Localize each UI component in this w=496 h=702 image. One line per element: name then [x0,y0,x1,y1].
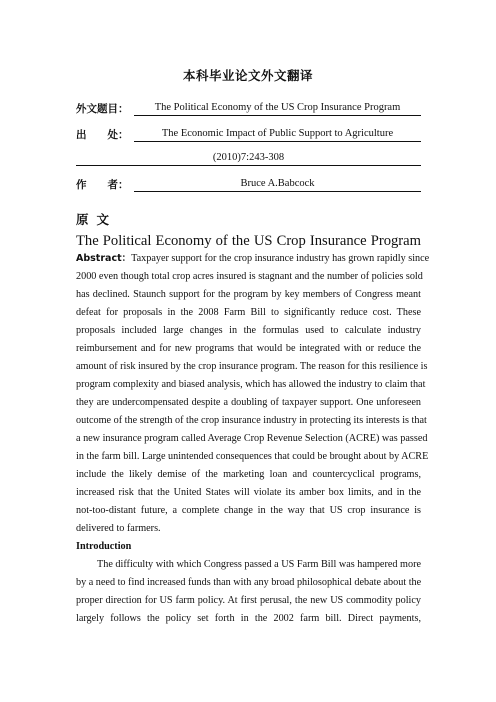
introduction-heading: Introduction [76,541,132,552]
article-title: The Political Economy of the US Crop Insurance Program [76,233,421,249]
abstract-line: increased risk that the United States will violate its amber box limits, and in the [76,487,421,498]
abstract-line: reimbursement and for new programs that would be integrated with or reduce the [76,343,421,354]
author-row [76,177,421,193]
source-value-continuation: (2010)7:243-308 [76,151,421,166]
abstract-line: they are undercompensated despite a doubling of taxpayer support. One unforeseen [76,397,421,408]
abstract-line-text: Taxpayer support for the crop insurance industry has grown rapidly since [131,253,430,264]
abstract-line: in the farm bill. Large unintended consequences that could be brought about by ACRE [76,451,429,462]
abstract-line: delivered to farmers. [76,523,161,534]
abstract-line [76,250,430,268]
source-value: The Economic Impact of Public Support to Agriculture [134,127,421,142]
abstract-line: not-too-distant future, a complete change in the way that US crop insurance is [76,505,421,516]
introduction-line: largely follows the policy set forth in the 2002 farm bill. Direct payments, [76,613,421,624]
abstract-line: amount of risk insured by the crop insurance program. The reason for this resilience is [76,361,428,372]
article-body [76,250,430,628]
abstract-line: defeat for proposals in the 2008 Farm Bill to significantly reduce cost. These [76,307,421,318]
foreign-title-row [76,101,421,117]
abstract-label: Abstract： [76,253,132,264]
source-row [76,127,421,143]
abstract-line: a new insurance program called Average Crop Revenue Selection (ACRE) was passed [76,433,428,444]
author-value: Bruce A.Babcock [134,177,421,192]
author-label: 作 者： [76,179,129,191]
foreign-title-value: The Political Economy of the US Crop Insurance Program [134,101,421,116]
original-text-heading: 原文 [76,212,118,227]
introduction-line: proper direction for US farm policy. At first perusal, the new US commodity policy [76,595,421,606]
source-continuation-row [76,151,421,167]
abstract-line: 2000 even though total crop acres insured is stagnant and the number of policies sold [76,271,423,282]
abstract-line: program complexity and biased analysis, which has allowed the industry to claim that [76,379,426,390]
foreign-title-label: 外文题目： [76,103,129,115]
introduction-line: The difficulty with which Congress passed a US Farm Bill was hampered more [97,559,421,570]
abstract-line: outcome of the strength of the crop insurance industry in protecting its interests is that [76,415,427,426]
abstract-line: include the likely demise of the marketing loan and countercyclical programs, [76,469,421,480]
source-label: 出 处： [76,129,129,141]
introduction-line: by a need to find increased funds than with any broad philosophical debate about the [76,577,422,588]
abstract-line: proposals included large changes in the formulas used to calculate industry [76,325,421,336]
document-title: 本科毕业论文外文翻译 [182,68,313,83]
abstract-line: has declined. Staunch support for the program by key members of Congress meant [76,289,421,300]
